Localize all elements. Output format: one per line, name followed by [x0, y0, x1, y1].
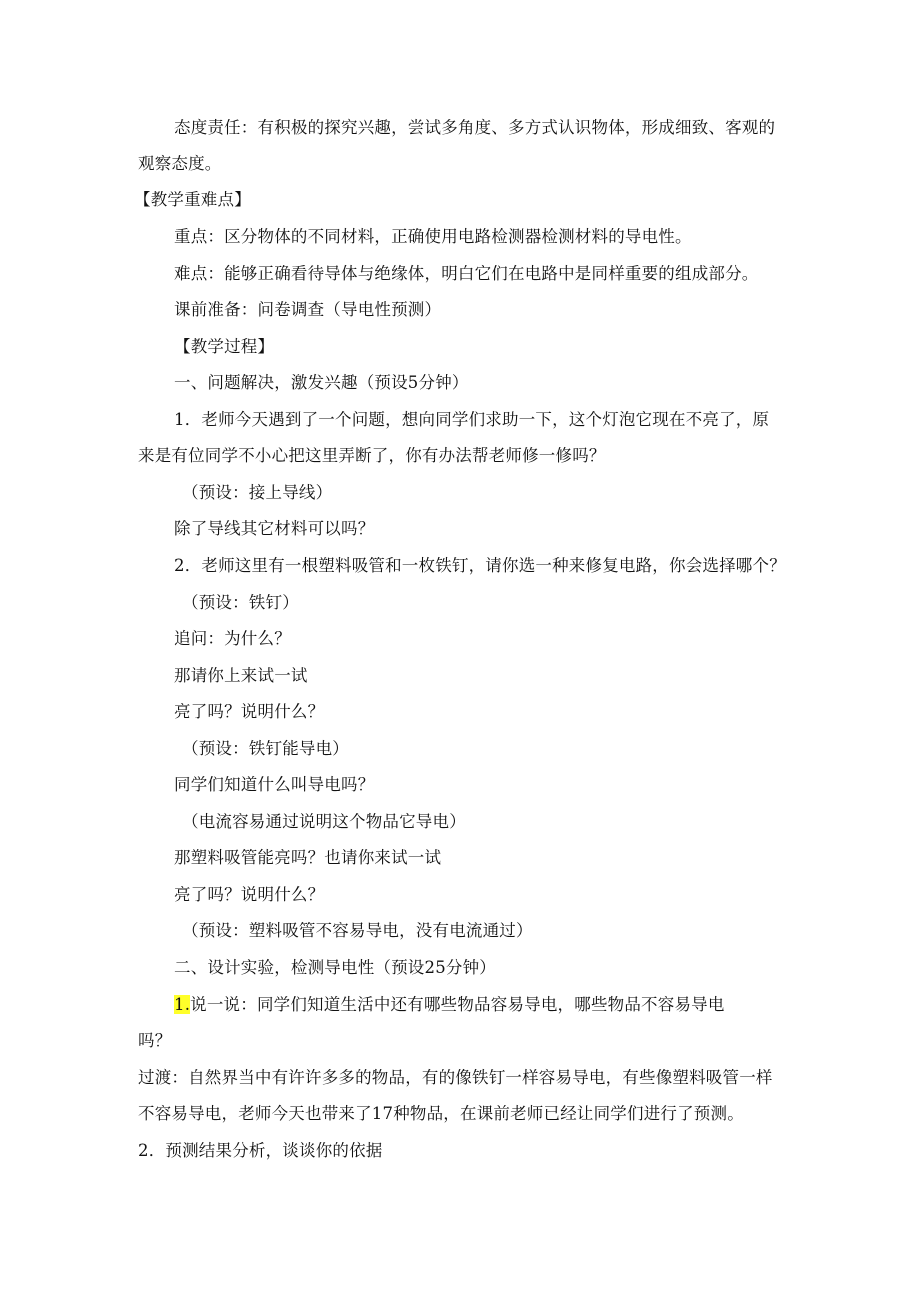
discuss-line-2: 吗？ [138, 1031, 172, 1050]
transition-line-2: 不容易导电，老师今天也带来了17种物品，在课前老师已经让同学们进行了预测。 [138, 1104, 744, 1123]
current-explanation: （电流容易通过说明这个物品它导电） [182, 812, 466, 831]
try-instruction-2: 那塑料吸管能亮吗？也请你来试一试 [174, 848, 442, 867]
follow-up-question-1: 除了导线其它材料可以吗？ [174, 519, 375, 538]
transition-line-1: 过渡：自然界当中有许许多多的物品，有的像铁钉一样容易导电，有些像塑料吸管一样 [138, 1068, 773, 1087]
part-two-heading: 二、设计实验，检测导电性（预设25分钟） [174, 958, 496, 977]
key-point-text: 重点：区分物体的不同材料，正确使用电路检测器检测材料的导电性。 [174, 227, 692, 246]
question-one-line-2: 来是有位同学不小心把这里弄断了，你有办法帮老师修一修吗？ [138, 446, 606, 465]
prediction-analysis: 2．预测结果分析，谈谈你的依据 [138, 1141, 383, 1160]
discuss-text: 说一说：同学们知道生活中还有哪些物品容易导电，哪些物品不容易导电 [190, 995, 725, 1014]
lit-question-2: 亮了吗？说明什么？ [174, 885, 325, 904]
preset-answer-2: （预设：铁钉） [182, 593, 299, 612]
question-one-line-1: 1．老师今天遇到了一个问题，想向同学们求助一下，这个灯泡它现在不亮了，原 [174, 410, 770, 429]
section-heading-key-points: 【教学重难点】 [134, 190, 251, 209]
conduct-question: 同学们知道什么叫导电吗？ [174, 775, 375, 794]
section-heading-process: 【教学过程】 [174, 337, 275, 356]
preset-answer-1: （预设：接上导线） [182, 483, 333, 502]
highlighted-number: 1. [174, 995, 191, 1014]
preparation-text: 课前准备：问卷调查（导电性预测） [174, 300, 442, 319]
preset-answer-3: （预设：铁钉能导电） [182, 739, 349, 758]
follow-up-why: 追问：为什么？ [174, 629, 291, 648]
question-two: 2．老师这里有一根塑料吸管和一枚铁钉，请你选一种来修复电路，你会选择哪个？ [174, 556, 786, 575]
attitude-paragraph-line-2: 观察态度。 [138, 154, 222, 173]
difficulty-text: 难点：能够正确看待导体与绝缘体，明白它们在电路中是同样重要的组成部分。 [174, 264, 759, 283]
lit-question-1: 亮了吗？说明什么？ [174, 702, 325, 721]
part-one-heading: 一、问题解决，激发兴趣（预设5分钟） [174, 373, 469, 392]
discuss-line-1 [174, 994, 725, 1016]
preset-answer-4: （预设：塑料吸管不容易导电，没有电流通过） [182, 921, 533, 940]
attitude-paragraph-line-1: 态度责任：有积极的探究兴趣，尝试多角度、多方式认识物体，形成细致、客观的 [174, 118, 776, 137]
try-instruction-1: 那请你上来试一试 [174, 666, 308, 685]
